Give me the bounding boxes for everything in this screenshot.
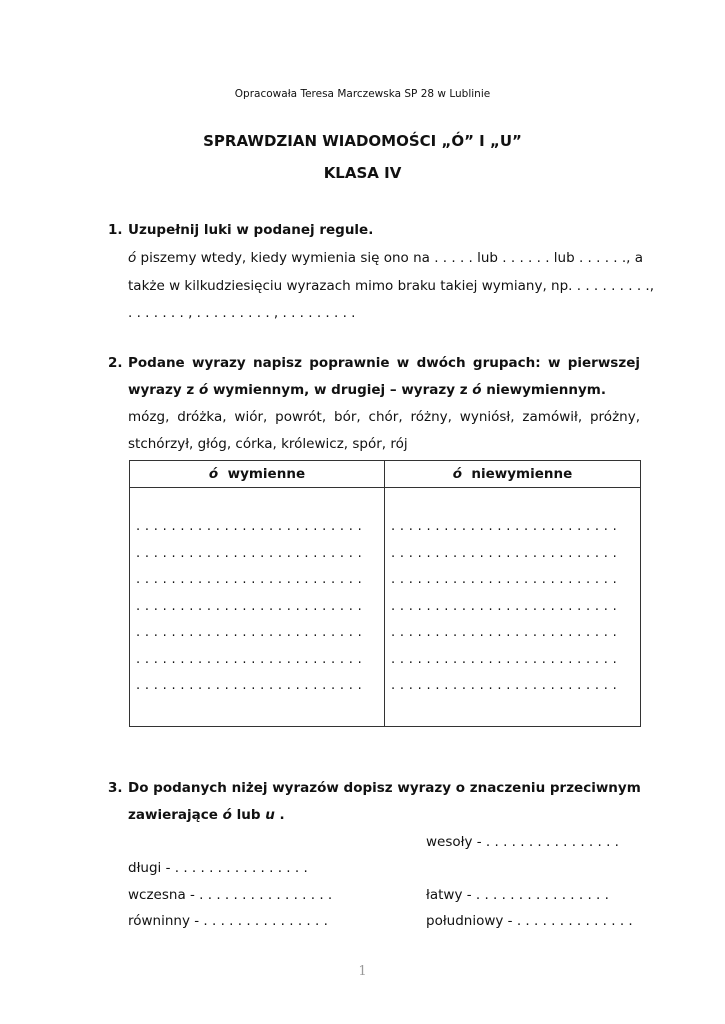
answer-line: . . . . . . . . . . . . . . . . . . . . . . . . . . bbox=[391, 598, 618, 614]
q3-number: 3. bbox=[108, 780, 123, 796]
answer-line: . . . . . . . . . . . . . . . . . . . . . . . . . . bbox=[136, 678, 363, 693]
q2-instruction-line-2: wyrazy z ó wymiennym, w drugiej – wyrazy z ó niewymiennym. bbox=[128, 382, 606, 398]
q1-rule-line-1 bbox=[128, 250, 644, 266]
q3-heading bbox=[0, 780, 725, 800]
answer-line: . . . . . . . . . . . . . . . . . . . . . . . . . . bbox=[391, 678, 618, 693]
antonym-item-wesoly[interactable]: wesoły - . . . . . . . . . . . . . . . . bbox=[426, 834, 619, 850]
q2-words-line-2: stchórzył, głóg, córka, królewicz, spór, rój bbox=[128, 436, 408, 452]
answer-area-wymienne[interactable] bbox=[130, 488, 385, 727]
q2-number: 2. bbox=[108, 355, 123, 371]
answer-line: . . . . . . . . . . . . . . . . . . . . . . . . . . bbox=[136, 545, 363, 561]
answer-line: . . . . . . . . . . . . . . . . . . . . . . . . . . bbox=[136, 598, 363, 614]
q3-instruction-line-2: zawierające ó lub u . bbox=[128, 807, 285, 823]
answer-line: . . . . . . . . . . . . . . . . . . . . . . . . . . bbox=[391, 651, 618, 667]
q3-o-letter: ó bbox=[222, 807, 232, 823]
q1-rule-line-2: także w kilkudziesięciu wyrazach mimo braku takiej wymiany, np. . . . . . . . . ., bbox=[128, 278, 654, 294]
answer-line: . . . . . . . . . . . . . . . . . . . . . . . . . . bbox=[136, 572, 363, 587]
col-header-niewymienne: ó niewymienne bbox=[385, 461, 641, 488]
q1-instruction: Uzupełnij luki w podanej regule. bbox=[128, 222, 374, 238]
answer-line: . . . . . . . . . . . . . . . . . . . . . . . . . . bbox=[136, 519, 363, 534]
answer-line: . . . . . . . . . . . . . . . . . . . . . . . . . . bbox=[391, 625, 618, 640]
q1-number: 1. bbox=[108, 222, 123, 238]
q2-instruction-line-1: Podane wyrazy napisz poprawnie w dwóch grupach: w pierwszej bbox=[128, 355, 640, 371]
q1-o-letter: ó bbox=[128, 250, 137, 266]
antonym-item-latwy[interactable]: łatwy - . . . . . . . . . . . . . . . . bbox=[426, 887, 609, 903]
grouping-table bbox=[129, 460, 641, 727]
antonym-item-rowninny[interactable]: równinny - . . . . . . . . . . . . . . . bbox=[128, 913, 328, 929]
answer-area-niewymienne[interactable] bbox=[385, 488, 641, 727]
author-credit: Opracowała Teresa Marczewska SP 28 w Lublinie bbox=[234, 88, 491, 100]
antonym-item-wczesna[interactable]: wczesna - . . . . . . . . . . . . . . . . bbox=[128, 887, 333, 903]
col-header-wymienne: ó wymienne bbox=[130, 461, 385, 488]
test-subtitle: KLASA IV bbox=[323, 164, 402, 182]
q3-instruction-line-1: Do podanych niżej wyrazów dopisz wyrazy o znaczeniu przeciwnym bbox=[128, 780, 641, 796]
answer-line: . . . . . . . . . . . . . . . . . . . . . . . . . . bbox=[136, 625, 363, 640]
answer-line: . . . . . . . . . . . . . . . . . . . . . . . . . . bbox=[391, 572, 618, 587]
q2-o-letter-2: ó bbox=[472, 382, 482, 398]
q1-rule-line-3: . . . . . . . , . . . . . . . . . , . . . . . . . . . bbox=[128, 305, 356, 321]
antonym-item-poludniowy[interactable]: południowy - . . . . . . . . . . . . . . bbox=[426, 913, 633, 929]
q1-heading bbox=[0, 222, 725, 242]
page-number: 1 bbox=[358, 964, 367, 979]
q2-words-line-1: mózg, dróżka, wiór, powrót, bór, chór, różny, wyniósł, zamówił, próżny, bbox=[128, 409, 640, 425]
q2-o-letter: ó bbox=[198, 382, 209, 398]
q3-u-letter: u bbox=[265, 807, 275, 823]
answer-line: . . . . . . . . . . . . . . . . . . . . . . . . . . bbox=[391, 545, 618, 561]
antonym-item-dlugi[interactable]: długi - . . . . . . . . . . . . . . . . bbox=[128, 860, 308, 876]
answer-line: . . . . . . . . . . . . . . . . . . . . . . . . . . bbox=[136, 651, 363, 667]
answer-line: . . . . . . . . . . . . . . . . . . . . . . . . . . bbox=[391, 519, 618, 534]
q1-line1-text: piszemy wtedy, kiedy wymienia się ono na . . . . . lub . . . . . . lub . . . . . ., a bbox=[136, 250, 644, 266]
q2-heading bbox=[0, 355, 725, 375]
test-title: SPRAWDZIAN WIADOMOŚCI „Ó” I „U” bbox=[203, 132, 522, 150]
